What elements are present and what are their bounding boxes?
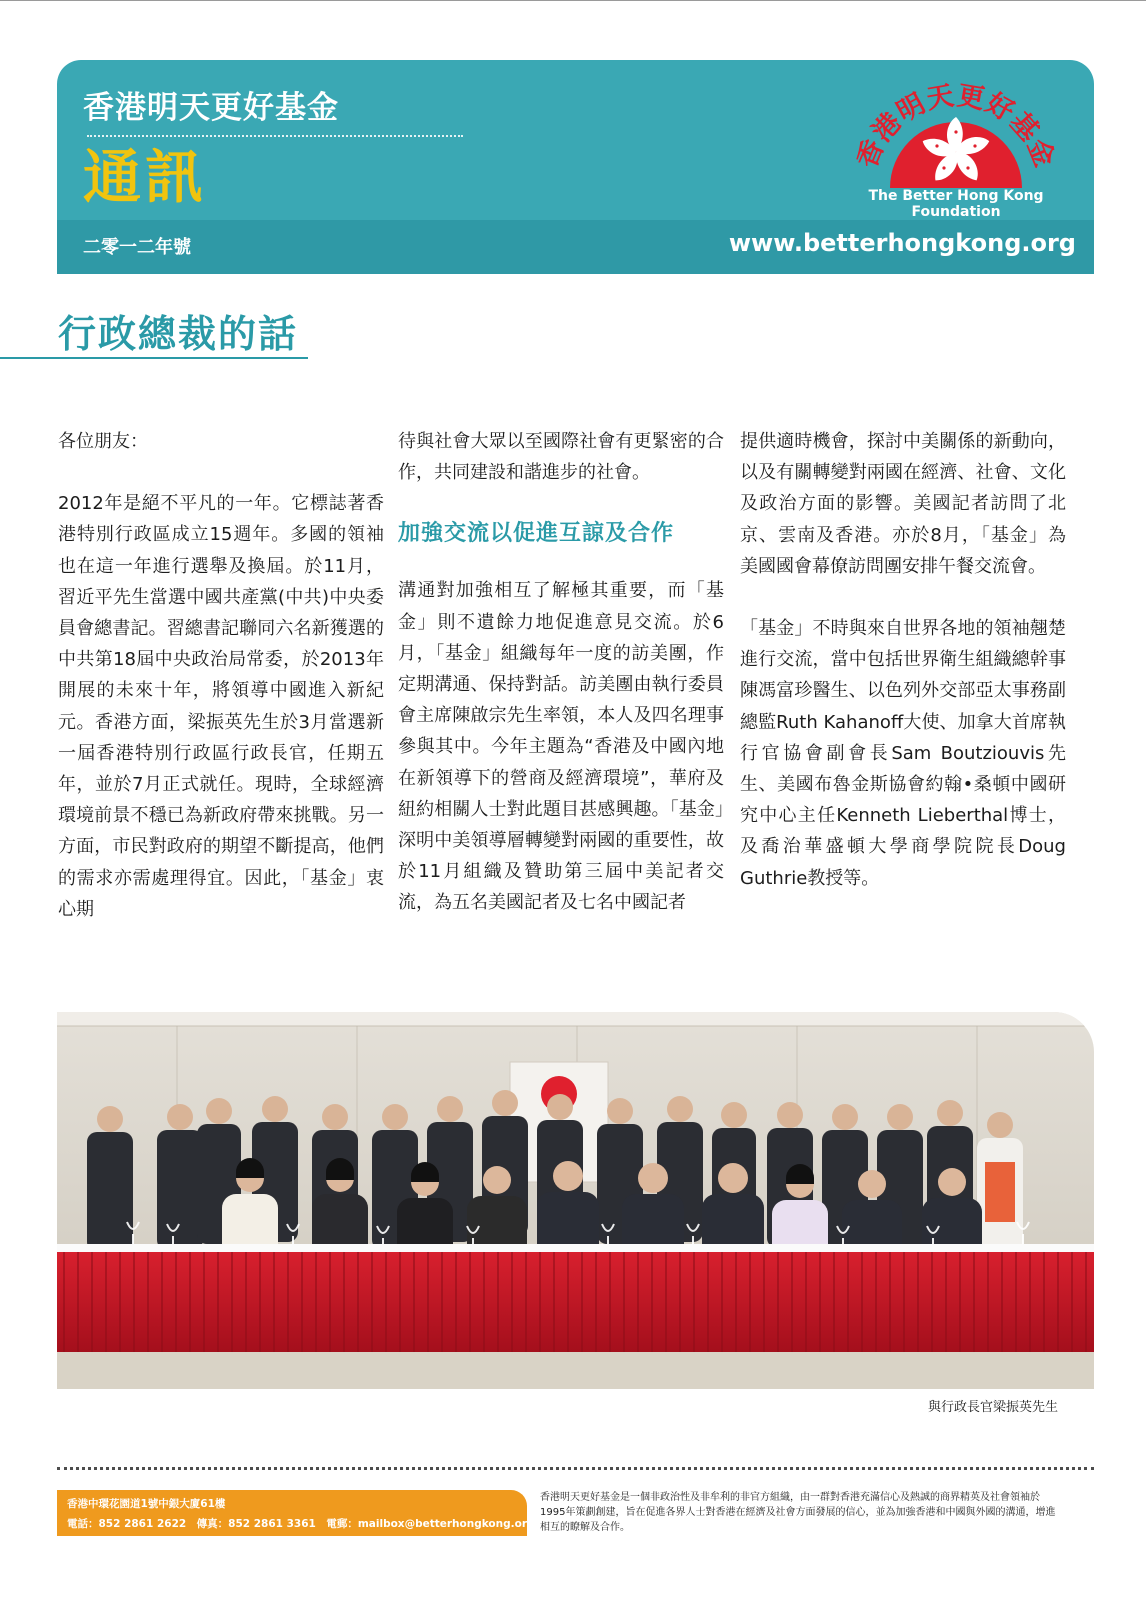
issue-label: 二零一二年號 (83, 237, 191, 258)
text-column-1 (58, 426, 384, 956)
group-photo (57, 1012, 1094, 1389)
paragraph: 溝通對加強相互了解極其重要，而「基金」則不遺餘力地促進意見交流。於6月，「基金」組織每年一度的訪美團，作定期溝通、保持對話。訪美團由執行委員會主席陳啟宗先生率領，本人及四名理事參與其中。今年主題為“香港及中國內地在新領導下的營商及經濟環境”，華府及紐約相關人士對此題目甚感興趣。「基金」深明中美領導層轉變對兩國的重要性，故於11月組織及贊助第三屆中美記者交流，為五名美國記者及七名中國記者 (398, 580, 724, 914)
photo-caption: 與行政長官梁振英先生 (927, 1400, 1058, 1415)
section-title-underline (0, 357, 308, 359)
paragraph: 提供適時機會，探討中美關係的新動向，以及有關轉變對兩國在經濟、社會、文化及政治方面的影響。美國記者訪問了北京、雲南及香港。亦於8月，「基金」為美國國會幕僚訪問團安排午餐交流會。 (740, 431, 1066, 577)
footer-address: 香港中環花園道1號中銀大廈61樓 (67, 1498, 226, 1510)
section-title: 行政總裁的話 (58, 312, 299, 356)
footer-about-text: 香港明天更好基金是一個非政治性及非牟利的非官方組織，由一群對香港充滿信心及熱誠的商界精英及社會領袖於1995年策劃創建，旨在促進各界人士對香港在經濟及社會方面發展的信心，並為加強香港和中國與外國的溝通，增進相互的瞭解及合作。 (540, 1492, 1056, 1533)
newsletter-title: 通訊 (83, 143, 208, 211)
salutation: 各位朋友： (58, 431, 148, 452)
header-dotted-divider (87, 135, 463, 137)
website-link[interactable]: www.betterhongkong.org (728, 229, 1076, 257)
footer-dotted-divider (57, 1467, 1094, 1470)
paragraph: 「基金」不時與來自世界各地的領袖翹楚進行交流，當中包括世界衛生組織總幹事陳馮富珍醫生、以色列外交部亞太事務副總監Ruth Kahanoff大使、加拿大首席執行官協會副會長Sam Boutziouvis先生、美國布魯金斯協會約翰•桑頓中國研究中心主任Kenneth Lieberthal博士，及喬治華盛頓大學商學院院長Doug Guthrie教授等。 (740, 618, 1066, 889)
org-name: 香港明天更好基金 (83, 90, 339, 126)
logo-english-name: The Better Hong Kong Foundation (868, 188, 1044, 220)
footer-contact-box (57, 1490, 535, 1536)
paragraph: 待與社會大眾以至國際社會有更緊密的合作，共同建設和諧進步的社會。 (398, 431, 724, 484)
text-column-2 (398, 426, 724, 950)
footer-contact-line: 電話：852 2861 2622 傳真：852 2861 3361 電郵：mailbox@betterhongkong.org (67, 1518, 535, 1530)
table-top (57, 1244, 1094, 1252)
paragraph: 2012年是絕不平凡的一年。它標誌著香港特別行政區成立15週年。多國的領袖也在這一年進行選舉及換屆。於11月，習近平先生當選中國共產黨(中共)中央委員會總書記。習總書記聯同六名新獲選的中共第18屆中央政治局常委，於2013年開展的未來十年，將領導中國進入新紀元。香港方面，梁振英先生於3月當選新一屆香港特別行政區行政長官，任期五年，並於7月正式就任。現時，全球經濟環境前景不穩已為新政府帶來挑戰。另一方面，市民對政府的期望不斷提高，他們的需求亦需處理得宜。因此，「基金」衷心期 (58, 493, 384, 920)
page-top-rule (0, 0, 1146, 1)
logo-arc-text: 香港明天更好基金 (851, 80, 1061, 173)
text-column-3 (740, 426, 1066, 925)
subheading: 加強交流以促進互諒及合作 (398, 521, 675, 547)
floor (57, 1352, 1094, 1389)
newsletter-header (57, 60, 1094, 274)
